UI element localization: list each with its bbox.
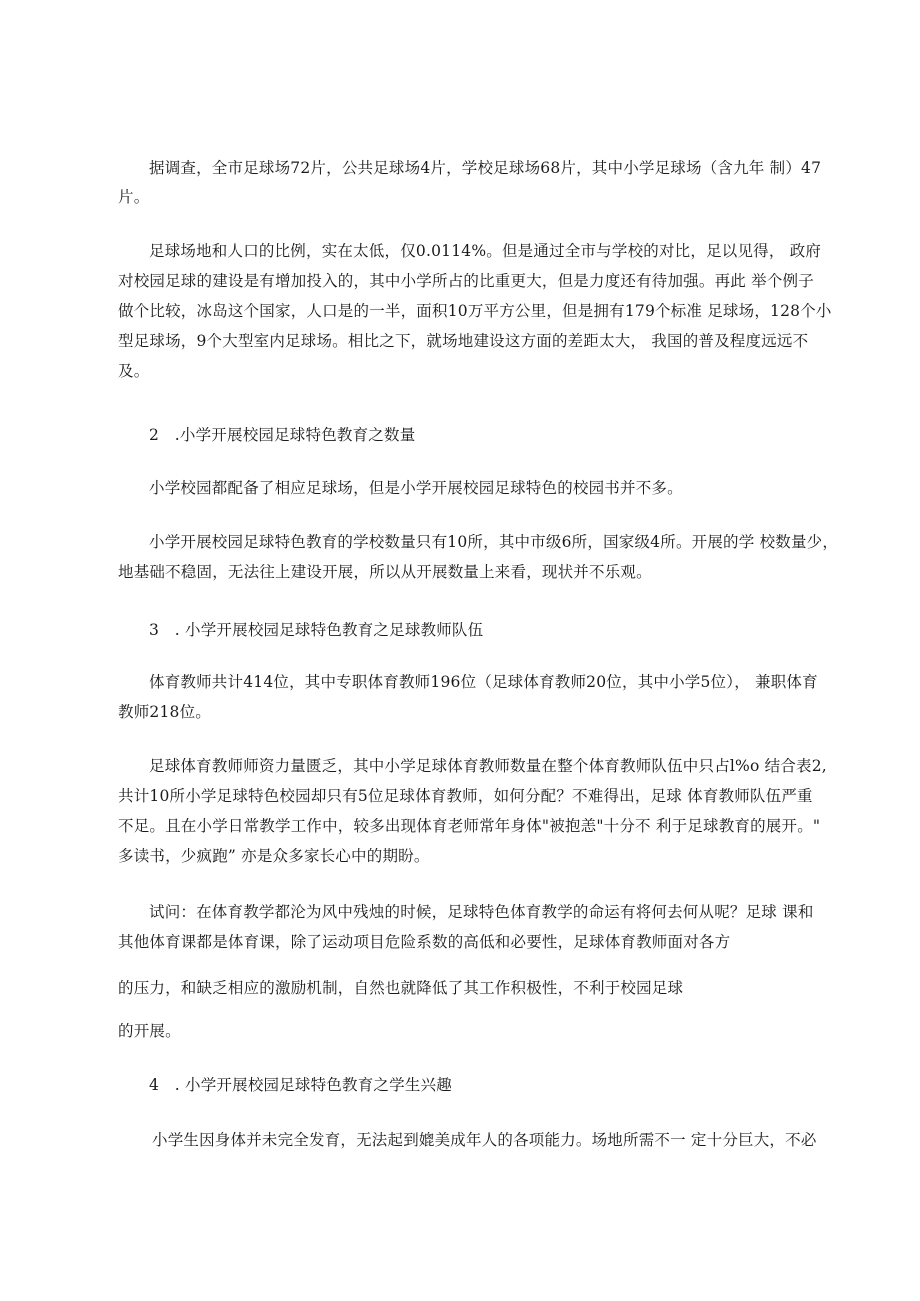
section-heading-4: 4 . 小学开展校园足球特色教育之学生兴趣 (149, 1076, 452, 1094)
paragraph-7-line-1: 试问：在体育教学都沦为风中残烛的时候，足球特色体育教学的命运有将何去何从呢？足球 课和 (149, 903, 814, 921)
paragraph-6-line-1: 足球体育教师师资力量匮乏，其中小学足球体育教师数量在整个体育教师队伍中只占l%o 结合表2, (149, 757, 827, 775)
paragraph-6-line-3: 不足。且在小学日常教学工作中，较多出现体育老师常年身体"被抱恙"十分不 利于足球教育的展开。" (118, 817, 821, 835)
paragraph-6-line-2: 共计10所小学足球特色校园却只有5位足球体育教师，如何分配？不难得出，足球 体育教师队伍严重 (118, 787, 813, 805)
paragraph-6-line-4: 多读书，少疯跑” 亦是众多家长心中的期盼。 (118, 847, 430, 865)
paragraph-7-line-4: 的开展。 (118, 1022, 181, 1040)
section-heading-2: 2 .小学开展校园足球特色教育之数量 (149, 426, 416, 444)
paragraph-1-line-2: 片。 (118, 188, 150, 206)
paragraph-5-line-2: 教师218位。 (118, 703, 211, 721)
paragraph-2-line-2: 对校园足球的建设是有增加投入的，其中小学所占的比重更大，但是力度还有待加强。再此 举个例子 (118, 272, 814, 290)
paragraph-5-line-1: 体育教师共计414位，其中专职体育教师196位（足球体育教师20位，其中小学5位）， 兼职体育 (149, 673, 818, 691)
paragraph-8-line-1: 小学生因身体并未完全发育，无法起到媲美成年人的各项能力。场地所需不一 定十分巨大，不必 (152, 1131, 817, 1149)
paragraph-3-line-1: 小学校园都配备了相应足球场，但是小学开展校园足球特色的校园书并不多。 (149, 479, 683, 497)
paragraph-4-line-2: 地基础不稳固，无法往上建设开展，所以从开展数量上来看，现状并不乐观。 (118, 563, 652, 581)
paragraph-2-line-3: 做个比较，冰岛这个国家，人口是的一半，面积10万平方公里，但是拥有179个标准 足球场，128个小 (118, 302, 832, 320)
paragraph-1-line-1: 据调查，全市足球场72片，公共足球场4片，学校足球场68片，其中小学足球场（含九年 制）47 (149, 159, 822, 177)
paragraph-4-line-1: 小学开展校园足球特色教育的学校数量只有10所，其中市级6所，国家级4所。开展的学 校数量少， (149, 533, 839, 551)
paragraph-2-line-4: 型足球场，9个大型室内足球场。相比之下，就场地建设这方面的差距太大， 我国的普及程度远远不 (118, 332, 809, 350)
paragraph-2-line-1: 足球场地和人口的比例，实在太低，仅0.0114%。但是通过全市与学校的对比，足以见得， 政府 (149, 242, 822, 260)
paragraph-7-line-2: 其他体育课都是体育课，除了运动项目危险系数的高低和必要性，足球体育教师面对各方 (118, 933, 731, 951)
paragraph-2-line-5: 及。 (118, 362, 150, 380)
paragraph-7-line-3: 的压力，和缺乏相应的激励机制，自然也就降低了其工作积极性，不利于校园足球 (118, 979, 684, 997)
section-heading-3: 3 . 小学开展校园足球特色教育之足球教师队伍 (149, 621, 484, 639)
